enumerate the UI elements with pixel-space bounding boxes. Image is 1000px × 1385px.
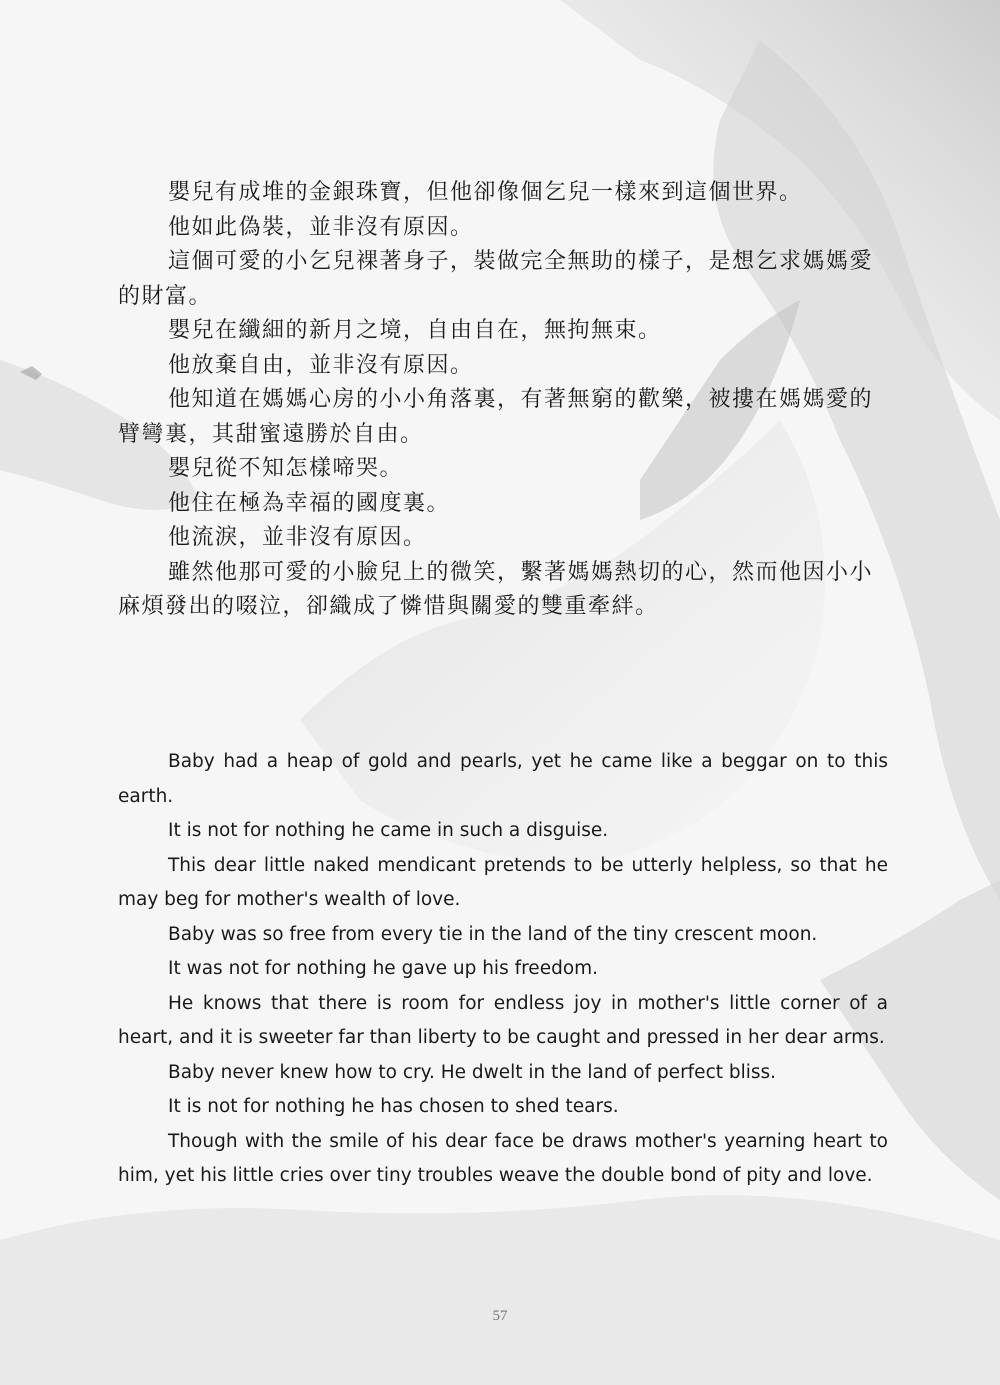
zh-paragraph: 他放棄自由，並非沒有原因。 [168,352,474,378]
page-number: 57 [492,1308,508,1324]
english-text [118,745,888,1194]
en-paragraph: This dear little naked mendicant pretends to be utterly helpless, so that he may beg for mother's wealth of love. [118,854,888,910]
zh-paragraph: 他如此偽裝，並非沒有原因。 [168,214,474,240]
zh-paragraph: 他住在極為幸福的國度裏。 [168,490,451,516]
en-paragraph: He knows that there is room for endless joy in mother's little corner of a heart, and it is sweeter far than liberty to be caught and pressed in her dear arms. [118,992,888,1048]
en-paragraph: It is not for nothing he came in such a disguise. [168,820,609,841]
en-paragraph: Baby had a heap of gold and pearls, yet he came like a beggar on to this earth. [118,751,888,807]
zh-paragraph: 嬰兒在纖細的新月之境，自由自在，無拘無束。 [168,318,662,343]
en-paragraph: Though with the smile of his dear face be draws mother's yearning heart to him, yet his little cries over tiny troubles weave the double bond of pity and love. [118,1130,888,1186]
zh-paragraph: 嬰兒從不知怎樣啼哭。 [168,456,404,481]
en-paragraph: It was not for nothing he gave up his freedom. [168,958,599,979]
en-paragraph: Baby was so free from every tie in the land of the tiny crescent moon. [168,923,818,945]
zh-paragraph: 他知道在媽媽心房的小小角落裏，有著無窮的歡樂，被摟在媽媽愛的臂彎裏，其甜蜜遠勝於自由。 [118,387,874,447]
chinese-text [118,176,888,625]
zh-paragraph: 他流淚，並非沒有原因。 [168,525,427,550]
zh-paragraph: 這個可愛的小乞兒裸著身子，裝做完全無助的樣子，是想乞求媽媽愛的財富。 [118,249,874,309]
zh-paragraph: 嬰兒有成堆的金銀珠寶，但他卻像個乞兒一樣來到這個世界。 [168,180,803,205]
en-paragraph: It is not for nothing he has chosen to shed tears. [168,1096,619,1117]
zh-paragraph: 雖然他那可愛的小臉兒上的微笑，繫著媽媽熱切的心，然而他因小小麻煩發出的啜泣，卻織成了憐惜與關愛的雙重牽絆。 [118,559,874,619]
en-paragraph: Baby never knew how to cry. He dwelt in the land of perfect bliss. [168,1061,777,1083]
